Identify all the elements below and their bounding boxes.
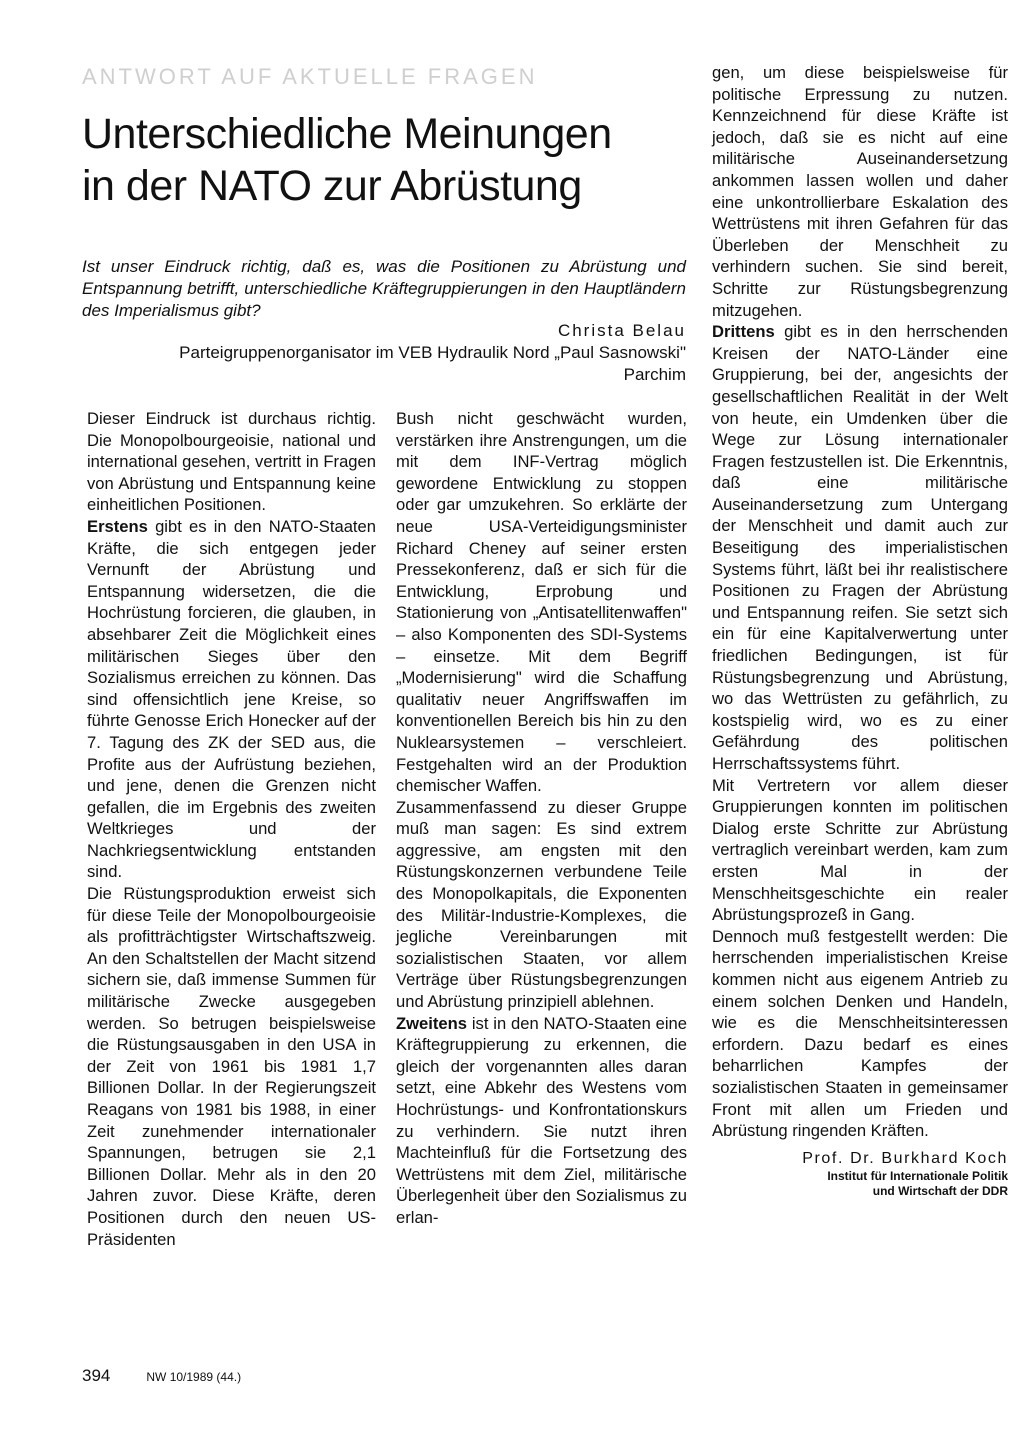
asker-role: Parteigruppenorganisator im VEB Hydraulik Nord „Paul Sasnowski": [179, 343, 686, 362]
paragraph-text: gibt es in den NATO-Staaten Kräfte, die sich entgegen jeder Vernunft der Abrüstung und Entspannung widersetzen, die die Hochrüstung forcieren, die glauben, in absehbarer Zeit die Möglichkeit eines militärischen Sieges über den Sozialismus erreichen zu können. Das sind offensichtlich jene Kreise, so führte Genosse Erich Honecker auf der 7. Tagung des ZK der SED aus, die Profite aus der Aufrüstung beziehen, und jene, denen die Grenzen nicht gefallen, die im Ergebnis des zweiten Weltkrieges und der Nachkriegsentwicklung entstanden sind.: [87, 516, 376, 882]
paragraph-lead: Erstens: [87, 516, 148, 536]
page-footer: [82, 1366, 241, 1386]
paragraph: gen, um diese beispielsweise für politische Erpressung zu nutzen. Kennzeichnend für diese Kräfte ist jedoch, daß sie es nicht auf eine militärische Auseinandersetzung ankommen lassen wollen und daher eine unkontrollierbare Eskalation des Wettrüstens mit ihren Gefahren für das Überleben der Menschheit zu verhindern suchen. Sie sind bereit, Schritte zur Rüstungsbegrenzung mitzugehen.: [712, 63, 1008, 320]
paragraph: Mit Vertretern vor allem dieser Gruppierungen konnten im politischen Dialog erste Schritte zur Abrüstung vertraglich vereinbart werden, kam zum ersten Mal in der Menschheitsgeschichte ein realer Abrüstungsprozeß in Gang.: [712, 775, 1008, 925]
paragraph: Die Rüstungsproduktion erweist sich für diese Teile der Monopolbourgeoisie als profitträchtigster Wirtschaftszweig. An den Schaltstellen der Macht sitzend sichern sie, daß immense Summen für militärische Zwecke ausgegeben werden. So betrugen beispielsweise die Rüstungsausgaben in den USA in der Zeit von 1961 bis 1981 1,7 Billionen Dollar. In der Regierungszeit Reagans von 1981 bis 1988, in einer Zeit zunehmender internationaler Spannungen, betrugen sie 2,1 Billionen Dollar. Mehr als in den 20 Jahren zuvor. Diese Kräfte, deren Positionen durch den neuen US-Präsidenten: [87, 884, 376, 1249]
title-line-1: Unterschiedliche Meinungen: [82, 110, 612, 158]
paragraph: [396, 1013, 687, 1229]
reader-question: Ist unser Eindruck richtig, daß es, was die Positionen zu Abrüstung und Entspannung betrifft, unterschiedliche Kräftegruppierungen in den Hauptländern des Imperialismus gibt?: [82, 257, 686, 320]
page-number: 394: [82, 1366, 111, 1385]
article-column-2: [396, 408, 687, 1229]
page-title: [82, 108, 682, 212]
issue-reference: NW 10/1989 (44.): [146, 1370, 242, 1384]
paragraph: [712, 321, 1008, 774]
paragraph: Dennoch muß festgestellt werden: Die herrschenden imperialistischen Kreise kommen nicht aus eigenem Antrieb zu einem solchen Denken und Handeln, wie es die Menschheitsinteressen erfordern. Dazu bedarf es eines beharrlichen Kampfes der sozialistischen Staaten in gemeinsamer Front mit allen um Frieden und Abrüstung ringenden Kräften.: [712, 926, 1008, 1141]
paragraph-lead: Drittens: [712, 322, 775, 342]
paragraph-lead: Zweitens: [396, 1013, 468, 1033]
section-kicker: ANTWORT AUF AKTUELLE FRAGEN: [82, 64, 538, 89]
institute-line: und Wirtschaft der DDR: [872, 1184, 1008, 1199]
asker-name: Christa Belau: [557, 321, 686, 340]
question-signature: [82, 320, 686, 386]
paragraph: Zusammenfassend zu dieser Gruppe muß man sagen: Es sind extrem aggressive, am engsten mit den Rüstungskonzernen verbundene Teile des Monopolkapitals, die Exponenten des Militär-Industrie-Komplexes, die jegliche Vereinbarungen mit sozialistischen Staaten, vor allem Verträge über Rüstungsbegrenzungen und Abrüstung prinzipiell ablehnen.: [396, 797, 687, 1012]
article-column-1: [87, 408, 376, 1250]
article-author: Prof. Dr. Burkhard Koch: [802, 1149, 1008, 1167]
author-institute: [712, 1169, 1008, 1199]
article-column-3: [712, 62, 1008, 1199]
paragraph-text: gibt es in den herrschenden Kreisen der NATO-Länder eine Gruppierung, bei der, angesichts der gesellschaftlichen Realität in der Welt von heute, ein Umdenken über die Wege zur Lösung internationaler Fragen festzustellen ist. Die Erkenntnis, daß eine militärische Auseinandersetzung zum Untergang der Menschheit und damit auch zur Beseitigung des imperialistischen Systems führt, läßt bei ihr realistischere Positionen zu Fragen der Abrüstung und Entspannung reifen. Sie setzt sich ein für eine Kapitalverwertung unter friedlichen Bedingungen, ist für Rüstungsbegrenzung und Abrüstung, wo das Wettrüsten zu gefährlich, zu kostspielig wird, wo es zu einer Gefährdung des politischen Herrschaftssystems führt.: [712, 322, 1008, 773]
paragraph: [87, 516, 376, 883]
paragraph-text: ist in den NATO-Staaten eine Kräftegruppierung zu erkennen, die gleich der vorgenannten alles daran setzt, eine Abkehr des Westens vom Hochrüstungs- und Konfrontationskurs zu verhindern. Sie nutzt ihren Machteinfluß für die Fortsetzung des Wettrüstens mit dem Ziel, militärische Überlegenheit über den Sozialismus zu erlan-: [396, 1013, 687, 1227]
paragraph: Dieser Eindruck ist durchaus richtig. Die Monopolbourgeoisie, national und international gesehen, vertritt in Fragen von Abrüstung und Entspannung keine einheitlichen Positionen.: [87, 409, 376, 515]
paragraph: Bush nicht geschwächt wurden, verstärken ihre Anstrengungen, um die mit dem INF-Vertrag möglich gewordene Entwicklung zu stoppen oder gar umzukehren. So erklärte der neue USA-Verteidigungsminister Richard Cheney auf seiner ersten Pressekonferenz, daß er sich für die Entwicklung, Erprobung und Stationierung von „Antisatellitenwaffen" – also Komponenten des SDI-Systems – einsetze. Mit dem Begriff „Modernisierung" wird die Schaffung qualitativ neuer Angriffswaffen im konventionellen Bereich bis hin zu den Nuklearsystemen – verschleiert. Festgehalten wird an der Produktion chemischer Waffen.: [396, 409, 687, 796]
institute-line: Institut für Internationale Politik: [827, 1169, 1008, 1184]
asker-place: Parchim: [623, 365, 686, 384]
title-line-2: in der NATO zur Abrüstung: [82, 162, 582, 210]
